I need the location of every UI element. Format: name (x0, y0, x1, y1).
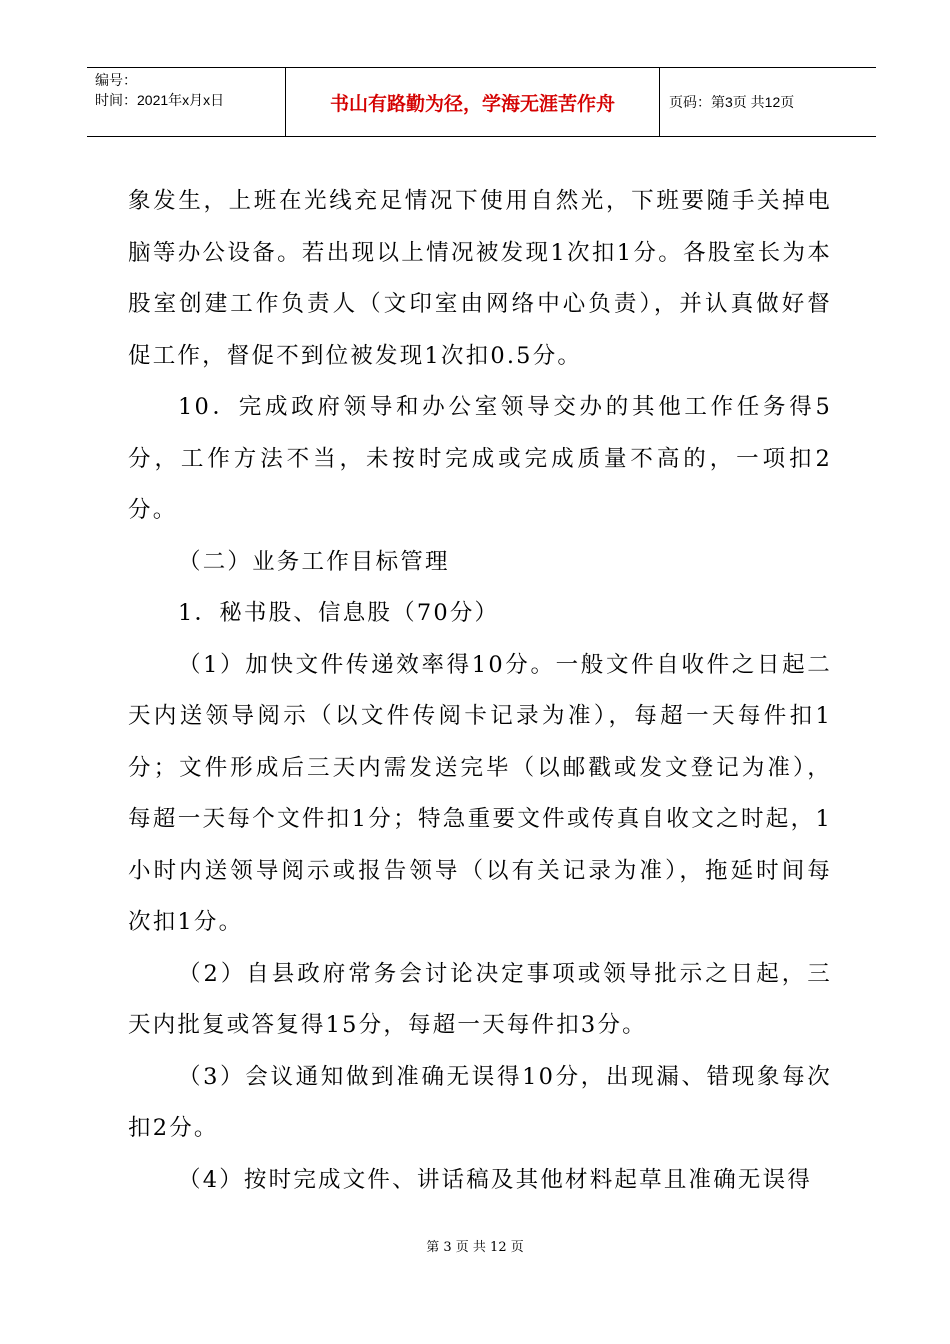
paragraph-continuation: 象发生，上班在光线充足情况下使用自然光，下班要随手关掉电脑等办公设备。若出现以上情况被发现1次扣1分。各股室长为本股室创建工作负责人（文印室由网络中心负责），并认真做好督促工作，督促不到位被发现1次扣0.5分。 (128, 188, 832, 369)
header-page-info: 页码：第3页 共12页 (669, 94, 795, 110)
paragraph-item-10: 10．完成政府领导和办公室领导交办的其他工作任务得5分，工作方法不当，未按时完成或完成质量不高的，一项扣2分。 (128, 394, 832, 523)
document-body (128, 176, 832, 1206)
header-meta (87, 68, 286, 136)
header-motto: 书山有路勤为径，学海无涯苦作舟 (286, 68, 660, 136)
time-label: 时间：2021年x月x日 (95, 92, 225, 108)
section-heading: （二）业务工作目标管理 (178, 548, 450, 575)
subsection-heading: 1．秘书股、信息股（70分） (178, 600, 500, 626)
paragraph-item-1: （1）加快文件传递效率得10分。一般文件自收件之日起二天内送领导阅示（以文件传阅卡记录为准），每超一天每件扣1分；文件形成后三天内需发送完毕（以邮戳或发文登记为准），每超一天每个文件扣1分；特急重要文件或传真自收文之时起，1小时内送领导阅示或报告领导（以有关记录为准），拖延时间每次扣1分。 (128, 651, 832, 935)
paragraph-item-3: （3）会议通知做到准确无误得10分，出现漏、错现象每次扣2分。 (128, 1063, 832, 1141)
serial-label: 编号： (95, 72, 137, 88)
paragraph-item-2: （2）自县政府常务会讨论决定事项或领导批示之日起，三天内批复或答复得15分，每超一天每件扣3分。 (128, 960, 832, 1038)
document-header (87, 67, 876, 137)
paragraph-item-4: （4）按时完成文件、讲话稿及其他材料起草且准确无误得 (178, 1166, 813, 1193)
page-footer: 第 3 页 共 12 页 (426, 1240, 524, 1255)
